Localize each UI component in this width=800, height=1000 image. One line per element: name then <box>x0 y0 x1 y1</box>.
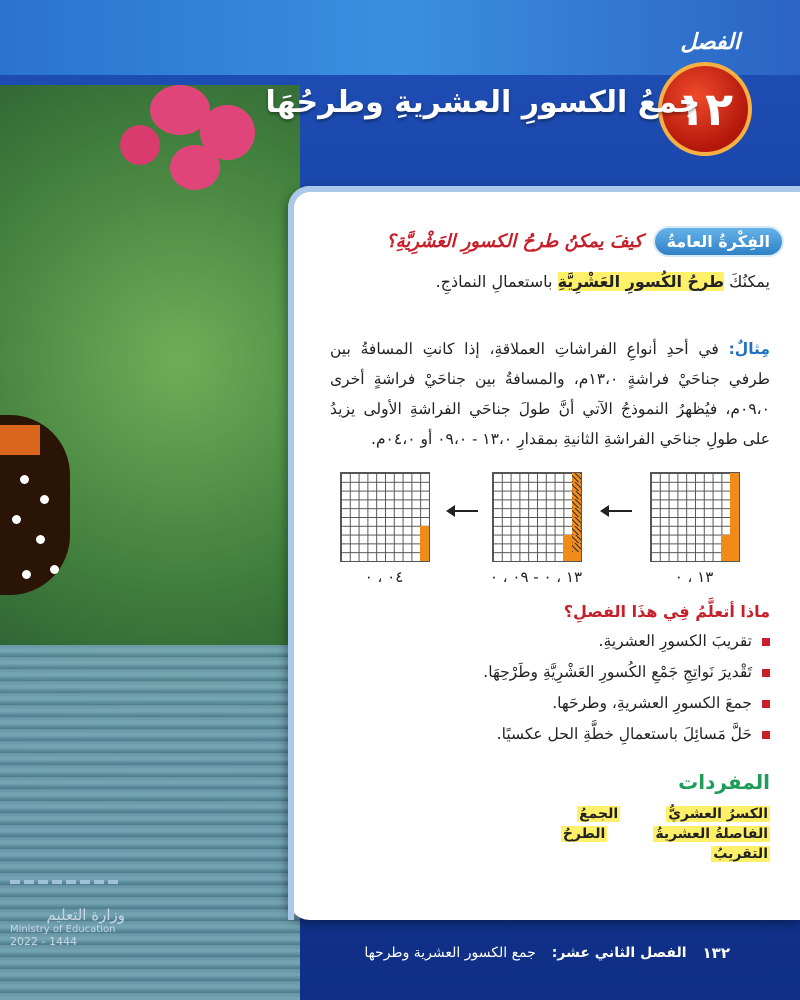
grid-model-subtract <box>492 472 582 562</box>
bullet-icon <box>762 731 770 739</box>
arrow-left-icon <box>448 510 478 512</box>
shaded-cell <box>730 526 739 535</box>
shaded-cell <box>730 473 739 482</box>
shaded-cell <box>420 526 429 535</box>
crossed-cell <box>572 535 581 544</box>
chapter-number-badge: ١٢ <box>658 62 752 156</box>
crossed-cell <box>572 499 581 508</box>
arrow-left-icon <box>602 510 632 512</box>
crossed-cell <box>572 517 581 526</box>
vocab-list <box>550 806 770 866</box>
big-idea-label: الفِكْرةُ العامةُ <box>653 226 784 257</box>
crossed-cell <box>572 508 581 517</box>
vocab-term: الطرحُ <box>562 826 606 842</box>
grid-label-subtract: ١٣ ، ٠ - ٠٩ ، ٠ <box>489 568 583 586</box>
shaded-cell <box>730 482 739 491</box>
shaded-cell <box>721 535 730 544</box>
shaded-cell <box>730 508 739 517</box>
vocab-heading: المفردات <box>678 770 770 794</box>
bullet-icon <box>762 669 770 677</box>
learn-item: حَلَّ مَسائِلَ باستعمالِ خطَّةِ الحل عكسيًا. <box>330 725 770 743</box>
butterfly-wing <box>0 415 70 595</box>
shaded-cell <box>730 499 739 508</box>
chapter-title: جمعُ الكسورِ العشريةِ وطرحُهَا <box>265 85 700 120</box>
shaded-cell <box>572 552 581 561</box>
grid-model-start <box>650 472 740 562</box>
crossed-cell <box>572 491 581 500</box>
bullet-icon <box>762 700 770 708</box>
learn-item: جمعَ الكسورِ العشريةِ، وطرحَها. <box>330 694 770 712</box>
page-number: ١٣٢ <box>702 944 730 962</box>
crossed-cell <box>572 482 581 491</box>
shaded-cell <box>730 517 739 526</box>
shaded-cell <box>721 552 730 561</box>
learn-item: تقريبَ الكسورِ العشريةِ. <box>330 632 770 650</box>
shaded-cell <box>721 543 730 552</box>
shaded-cell <box>563 552 572 561</box>
example-label: مِثالٌ: <box>728 340 770 358</box>
vocab-term: الفاصلةُ العشريةُ <box>655 826 768 842</box>
chapter-word: الفصل <box>680 30 740 55</box>
bullet-icon <box>762 638 770 646</box>
example-text: في أحدِ أنواعِ الفراشاتِ العملاقةِ، إذا كانتِ المسافةُ بين طرفي جناحَيْ فراشةٍ ١٣،٠م، والمسافةُ بين جناحَيْ فراشةٍ أخرى ٠٩،٠م، فيُظهرُ النموذجُ الآتي أنَّ طولَ جناحَي الفراشةِ الأولى يزيدُ على طولِ جناحَي الفراشةِ الثانيةِ بمقدارِ ١٣،٠ - ٠٩،٠ أو ٠٤،٠م. <box>330 340 771 448</box>
grid-label-start: ١٣ ، ٠ <box>674 568 714 586</box>
decimal-models <box>340 472 780 586</box>
learn-list <box>330 632 770 756</box>
shaded-cell <box>730 552 739 561</box>
shaded-cell <box>420 543 429 552</box>
ministry-logo: وزارة التعليم Ministry of Education 2022 - 1444 <box>10 880 125 948</box>
shaded-cell <box>563 543 572 552</box>
intro-highlight: طرحُ الكُسورِ العَشْرِيَّةِ <box>557 272 725 291</box>
example-paragraph <box>330 334 770 454</box>
shaded-cell <box>730 543 739 552</box>
crossed-cell <box>572 526 581 535</box>
shaded-cell <box>420 535 429 544</box>
intro-line: يمكنُكَ طرحُ الكُسورِ العَشْرِيَّةِ باستعمالِ النماذجِ. <box>435 272 770 291</box>
shaded-cell <box>730 535 739 544</box>
ministry-logo-mark <box>10 880 120 906</box>
grid-label-result: ٠٤ ، ٠ <box>364 568 404 586</box>
big-idea-question: كيفَ يمكنُ طرحُ الكسورِ العَشْرِيَّةِ؟ <box>386 231 643 252</box>
learn-heading: ماذا أتعلَّمُ فِي هذَا الفصلِ؟ <box>563 602 770 621</box>
crossed-cell <box>572 473 581 482</box>
learn-item: تَقْديرَ نَواتِجِ جَمْعِ الكُسورِ العَشْرِيَّةِ وطَرْحِهَا. <box>330 663 770 681</box>
shaded-cell <box>420 552 429 561</box>
flower-petal <box>120 125 160 165</box>
grid-model-result <box>340 472 430 562</box>
page-footer <box>364 944 730 962</box>
shaded-cell <box>563 535 572 544</box>
vocab-term: الجمعُ <box>579 806 619 822</box>
crossed-cell <box>572 543 581 552</box>
footer-chapter: الفصل الثاني عشر: <box>551 945 687 961</box>
vocab-term: الكسرُ العشريُّ <box>668 806 768 822</box>
vocab-term: التقريبُ <box>713 846 768 862</box>
flower-petal <box>170 145 220 190</box>
big-idea <box>386 226 784 257</box>
butterfly-photo <box>0 85 300 1000</box>
shaded-cell <box>730 491 739 500</box>
footer-title: جمع الكسور العشرية وطرحها <box>364 945 536 961</box>
content-card <box>288 186 800 920</box>
